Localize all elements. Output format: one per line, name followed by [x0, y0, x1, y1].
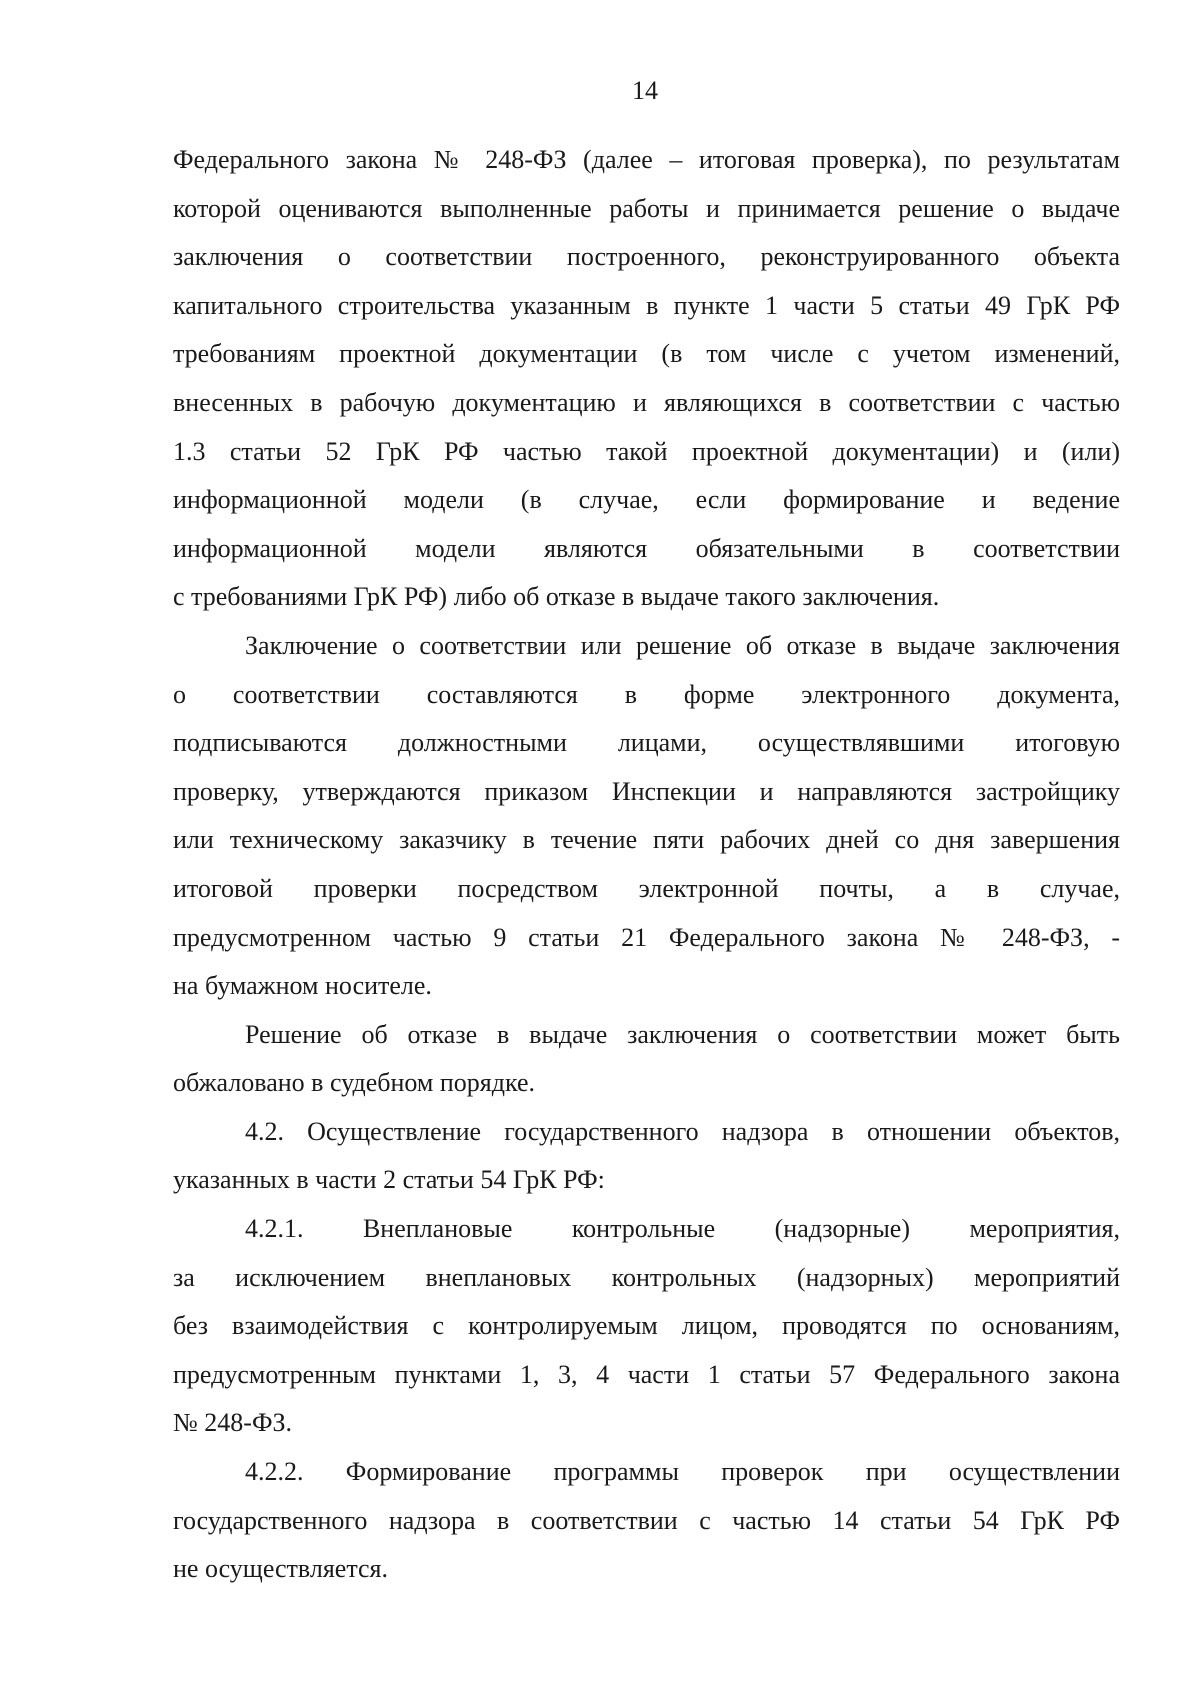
text-line: за исключением внеплановых контрольных (надзорных) мероприятий	[173, 1262, 1120, 1292]
text-line: не осуществляется.	[173, 1554, 388, 1584]
text-line: № 248-ФЗ.	[173, 1408, 293, 1438]
text-line: обжаловано в судебном порядке.	[173, 1068, 536, 1098]
text-line: указанных в части 2 статьи 54 ГрК РФ:	[173, 1165, 605, 1195]
text-line: 4.2. Осуществление государственного надзора в отношении объектов,	[245, 1116, 1120, 1146]
text-line: Заключение о соответствии или решение об отказе в выдаче заключения	[245, 630, 1120, 660]
text-line: предусмотренном частью 9 статьи 21 Федерального закона № 248-ФЗ, -	[173, 922, 1120, 952]
text-line: требованиям проектной документации (в том числе с учетом изменений,	[173, 339, 1120, 369]
text-line: капитального строительства указанным в пункте 1 части 5 статьи 49 ГрК РФ	[173, 290, 1120, 320]
text-line: на бумажном носителе.	[173, 971, 432, 1001]
text-line: информационной модели (в случае, если формирование и ведение	[173, 485, 1120, 515]
text-line: 4.2.2. Формирование программы проверок при осуществлении	[245, 1457, 1120, 1487]
text-line: 4.2.1. Внеплановые контрольные (надзорные) мероприятия,	[245, 1214, 1120, 1244]
text-line: информационной модели являются обязательными в соответствии	[173, 533, 1120, 563]
text-line: Решение об отказе в выдаче заключения о соответствии может быть	[245, 1019, 1120, 1049]
text-line: государственного надзора в соответствии с частью 14 статьи 54 ГрК РФ	[173, 1505, 1120, 1535]
text-line: с требованиями ГрК РФ) либо об отказе в выдаче такого заключения.	[173, 582, 940, 612]
text-line: Федерального закона № 248-ФЗ (далее – итоговая проверка), по результатам	[173, 145, 1120, 174]
text-line: которой оцениваются выполненные работы и принимается решение о выдаче	[173, 193, 1120, 223]
text-line: без взаимодействия с контролируемым лицом, проводятся по основаниям,	[173, 1311, 1120, 1341]
text-line: о соответствии составляются в форме электронного документа,	[173, 679, 1120, 709]
text-line: итоговой проверки посредством электронной почты, а в случае,	[173, 873, 1120, 903]
text-line: проверку, утверждаются приказом Инспекции и направляются застройщику	[173, 776, 1120, 806]
text-line: или техническому заказчику в течение пяти рабочих дней со дня завершения	[173, 825, 1120, 855]
document-body	[173, 136, 1120, 1594]
text-line: заключения о соответствии построенного, реконструированного объекта	[173, 242, 1120, 272]
text-line: предусмотренным пунктами 1, 3, 4 части 1 статьи 57 Федерального закона	[173, 1359, 1120, 1389]
page-number: 14	[632, 76, 658, 105]
text-line: 1.3 статьи 52 ГрК РФ частью такой проектной документации) и (или)	[173, 436, 1120, 466]
text-line: внесенных в рабочую документацию и являющихся в соответствии с частью	[173, 387, 1120, 417]
text-line: подписываются должностными лицами, осуществлявшими итоговую	[173, 728, 1120, 758]
